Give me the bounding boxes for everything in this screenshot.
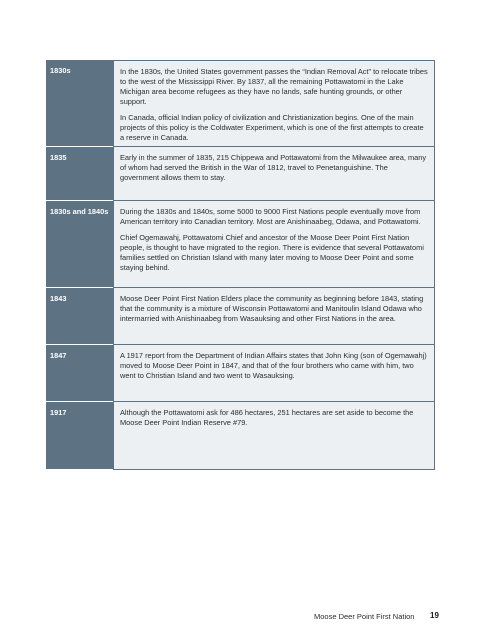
period-cell: 1847 [46, 345, 113, 402]
details-paragraph: A 1917 report from the Department of Indian Affairs states that John King (son of Ogemawahj) moved to Moose Deer Point in 1847, and that of the four brothers who came with him, two went to Christian Island and two went to Wasauksing. [120, 351, 427, 380]
details-paragraph: In the 1830s, the United States government passes the “Indian Removal Act” to relocate tribes to the west of the Mississippi River. By 1837, all the remaining Pottawatomi in the Lake Michigan area become refugees as they have no lands, safe hunting grounds, or other support. [120, 67, 428, 106]
details-paragraph: Although the Pottawatomi ask for 486 hectares, 251 hectares are set aside to become the Moose Deer Point Indian Reserve #79. [120, 408, 414, 427]
details-cell [113, 147, 435, 201]
timeline-table [46, 60, 435, 470]
period-cell: 1835 [46, 147, 113, 201]
details-paragraph: Chief Ogemawahj, Pottawatomi Chief and ancestor of the Moose Deer Point First Nation people, is thought to have migrated to the region. There is evidence that several Pottawatomi families settled on Christian Island with many later moving to Moose Deer Point and some staying behind. [120, 233, 424, 272]
footer-title: Moose Deer Point First Nation [314, 612, 415, 621]
details-cell [113, 60, 435, 147]
details-paragraph: Early in the summer of 1835, 215 Chippewa and Pottawatomi from the Milwaukee area, many of whom had served the British in the War of 1812, travel to Penetanguishine. The government allows them to stay. [120, 153, 427, 182]
details-paragraph: In Canada, official Indian policy of civilization and Christianization begins. One of the main projects of this policy is the Coldwater Experiment, which is one of the first attempts to create a reserve in Canada. [120, 113, 424, 142]
page-number: 19 [430, 611, 439, 620]
details-cell [113, 201, 435, 288]
details-paragraph: Moose Deer Point First Nation Elders place the community as beginning before 1843, stating that the community is a mixture of Wisconsin Pottawatomi and Manitoulin Island Odawa who intermarried with Anishinaabeg from Wasauksing and other First Nations in the area. [120, 294, 424, 323]
period-cell: 1917 [46, 402, 113, 470]
period-cell: 1830s [46, 60, 113, 147]
details-cell [113, 402, 435, 470]
details-paragraph: During the 1830s and 1840s, some 5000 to 9000 First Nations people eventually move from American territory into Canadian territory. Most are Anishinaabeg, Odawa, and Pottawatomi. [120, 207, 421, 226]
details-cell [113, 345, 435, 402]
period-cell: 1830s and 1840s [46, 201, 113, 288]
period-cell: 1843 [46, 288, 113, 345]
details-cell [113, 288, 435, 345]
